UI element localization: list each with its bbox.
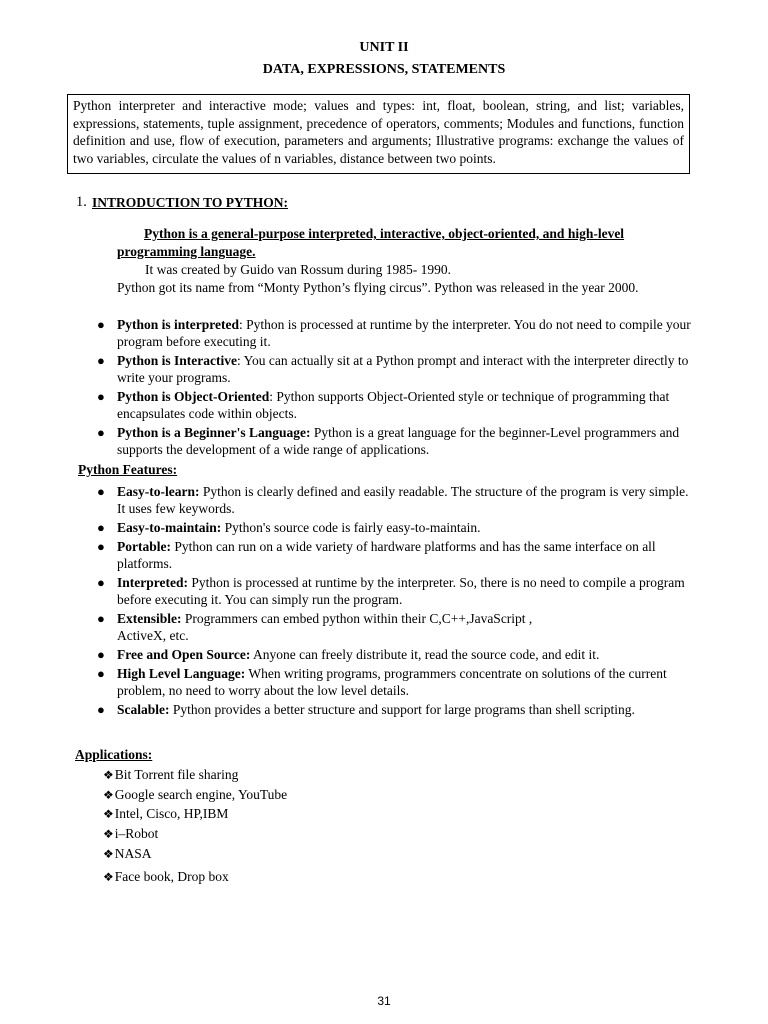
diamond-bullet-icon: ❖ bbox=[103, 807, 114, 821]
section-number: 1. bbox=[76, 194, 87, 210]
name-origin-line: Python got its name from “Monty Python’s flying circus”. Python was released in the year 2000. bbox=[117, 280, 639, 295]
list-item: ❖NASA bbox=[103, 846, 152, 861]
features-list bbox=[0, 483, 700, 720]
list-item: ● Extensible: Programmers can embed python within their C,C++,JavaScript , ActiveX, etc. bbox=[97, 611, 533, 643]
unit-label: UNIT II bbox=[359, 40, 409, 55]
bullet-icon: ● bbox=[97, 520, 105, 535]
syllabus-box: Python interpreter and interactive mode; values and types: int, float, boolean, string, and list; variables, expressions, statements, tuple assignment, precedence of operators, comments; Modules and functions, function definition and use, flow of execution, parameters and arguments; Illustrative programs: exchange the values of two variables, circulate the values of n variables, distance between two points. bbox=[67, 94, 690, 174]
diamond-bullet-icon: ❖ bbox=[103, 827, 114, 841]
list-item: ● Easy-to-learn: Python is clearly defined and easily readable. The structure of the program is very simple. It uses few keywords. bbox=[97, 484, 689, 516]
diamond-bullet-icon: ❖ bbox=[103, 788, 114, 802]
diamond-bullet-icon: ❖ bbox=[103, 847, 114, 861]
applications-title: Applications: bbox=[75, 747, 153, 762]
bullet-icon: ● bbox=[97, 484, 105, 499]
list-item: ● Python is Interactive: You can actually sit at a Python prompt and interact with the interpreter directly to write your programs. bbox=[97, 353, 689, 385]
list-item: ❖Bit Torrent file sharing bbox=[103, 767, 239, 782]
list-item: ❖i–Robot bbox=[103, 826, 159, 841]
bullet-icon: ● bbox=[97, 575, 105, 590]
list-item: ● Scalable: Python provides a better structure and support for large programs than shell scripting. bbox=[97, 702, 635, 717]
bullet-icon: ● bbox=[97, 353, 105, 368]
bullet-icon: ● bbox=[97, 389, 105, 404]
list-item: ● Interpreted: Python is processed at runtime by the interpreter. So, there is no need to compile a program before executing it. You can simply run the program. bbox=[97, 575, 685, 607]
bullet-icon: ● bbox=[97, 647, 105, 662]
list-item: ❖Intel, Cisco, HP,IBM bbox=[103, 806, 229, 821]
list-item: ● Python is Object-Oriented: Python supports Object-Oriented style or technique of programming that encapsulates code within objects. bbox=[97, 389, 670, 421]
page-title: DATA, EXPRESSIONS, STATEMENTS bbox=[262, 62, 506, 77]
list-item: ❖Face book, Drop box bbox=[103, 869, 229, 884]
list-item: ● Python is a Beginner's Language: Python is a great language for the beginner-Level programmers and supports the development of a wide range of applications. bbox=[97, 425, 680, 457]
list-item: ● Free and Open Source: Anyone can freely distribute it, read the source code, and edit it. bbox=[97, 647, 600, 662]
bullet-icon: ● bbox=[97, 666, 105, 681]
page-number: 31 bbox=[377, 994, 391, 1008]
features-title: Python Features: bbox=[78, 462, 178, 477]
bullet-icon: ● bbox=[97, 317, 105, 332]
list-item: ● Python is interpreted: Python is processed at runtime by the interpreter. You do not need to compile your program before executing it. bbox=[97, 317, 691, 349]
list-item: ● Portable: Python can run on a wide variety of hardware platforms and has the same interface on all platforms. bbox=[97, 539, 656, 571]
diamond-bullet-icon: ❖ bbox=[103, 768, 114, 782]
section-title: INTRODUCTION TO PYTHON: bbox=[92, 195, 289, 210]
creator-line: It was created by Guido van Rossum during 1985- 1990. bbox=[145, 262, 451, 277]
bullet-icon: ● bbox=[97, 611, 105, 626]
bullet-icon: ● bbox=[97, 702, 105, 717]
list-item: ● Easy-to-maintain: Python's source code is fairly easy-to-maintain. bbox=[97, 520, 481, 535]
list-item: ● High Level Language: When writing programs, programmers concentrate on solutions of the current problem, no need to worry about the low level details. bbox=[97, 666, 667, 698]
list-item: ❖Google search engine, YouTube bbox=[103, 787, 288, 802]
bullet-icon: ● bbox=[97, 539, 105, 554]
python-definition: Python is a general-purpose interpreted, interactive, object-oriented, and high-level programming language. bbox=[117, 226, 625, 259]
diamond-bullet-icon: ❖ bbox=[103, 870, 114, 884]
bullet-icon: ● bbox=[97, 425, 105, 440]
intro-points-list bbox=[0, 316, 700, 460]
